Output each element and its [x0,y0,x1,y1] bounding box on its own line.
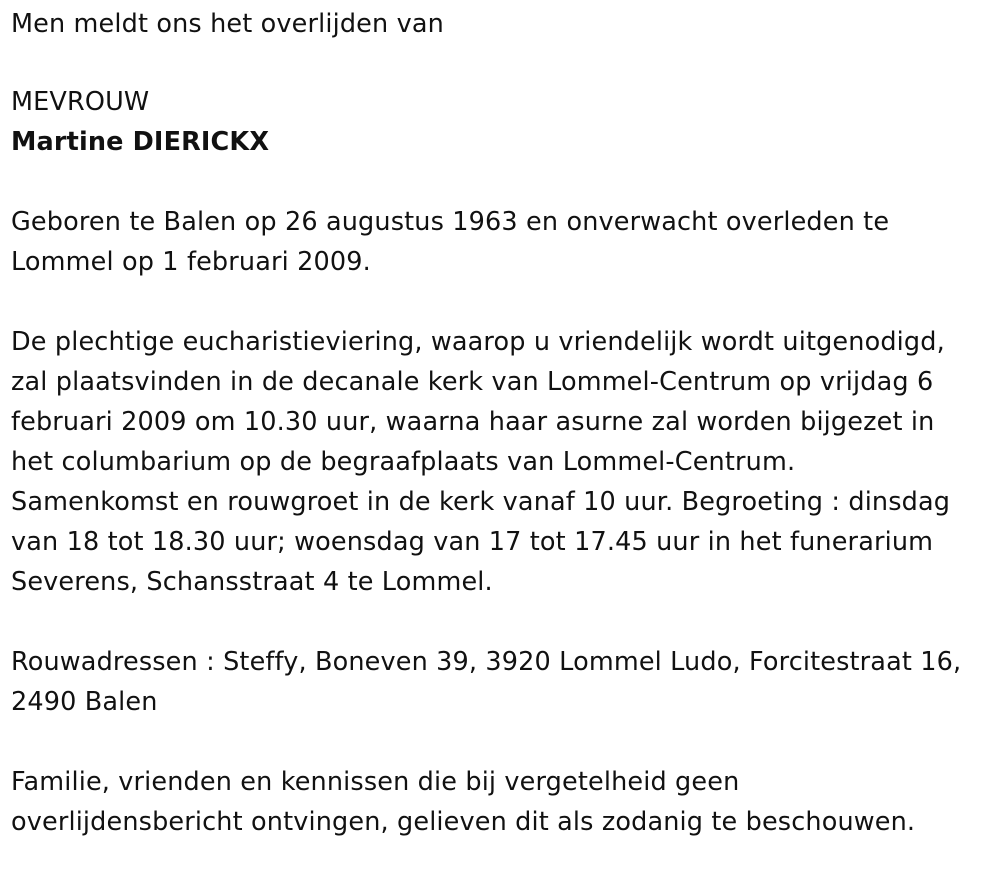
paragraph-line: Severens, Schansstraat 4 te Lommel. [11,567,493,597]
death-notice [11,4,986,842]
paragraph-line: overlijdensbericht ontvingen, gelieven dit als zodanig te beschouwen. [11,807,916,837]
spacer [11,44,986,82]
paragraph-line: zal plaatsvinden in de decanale kerk van Lommel-Centrum op vrijdag 6 [11,367,934,397]
ceremony-paragraph [11,322,986,602]
paragraph-line: Rouwadressen : Steffy, Boneven 39, 3920 Lommel Ludo, Forcitestraat 16, [11,647,962,677]
spacer [11,282,986,322]
paragraph-line: februari 2009 om 10.30 uur, waarna haar asurne zal worden bijgezet in [11,407,935,437]
spacer [11,602,986,642]
paragraph-line: Geboren te Balen op 26 augustus 1963 en onverwacht overleden te [11,207,890,237]
salutation-text: MEVROUW [11,87,150,117]
spacer [11,162,986,202]
spacer [11,722,986,762]
paragraph-line: De plechtige eucharistieviering, waarop u vriendelijk wordt uitgenodigd, [11,327,945,357]
paragraph-line: Samenkomst en rouwgroet in de kerk vanaf 10 uur. Begroeting : dinsdag [11,487,951,517]
paragraph-line: Familie, vrienden en kennissen die bij vergetelheid geen [11,767,740,797]
addresses-paragraph [11,642,986,722]
paragraph-line: 2490 Balen [11,687,158,717]
paragraph-line: Lommel op 1 februari 2009. [11,247,371,277]
paragraph-line: van 18 tot 18.30 uur; woensdag van 17 tot 17.45 uur in het funerarium [11,527,934,557]
paragraph-line: het columbarium op de begraafplaats van Lommel-Centrum. [11,447,796,477]
closing-paragraph [11,762,986,842]
intro-text: Men meldt ons het overlijden van [11,9,444,39]
deceased-name: Martine DIERICKX [11,127,270,157]
birth-death-paragraph [11,202,986,282]
